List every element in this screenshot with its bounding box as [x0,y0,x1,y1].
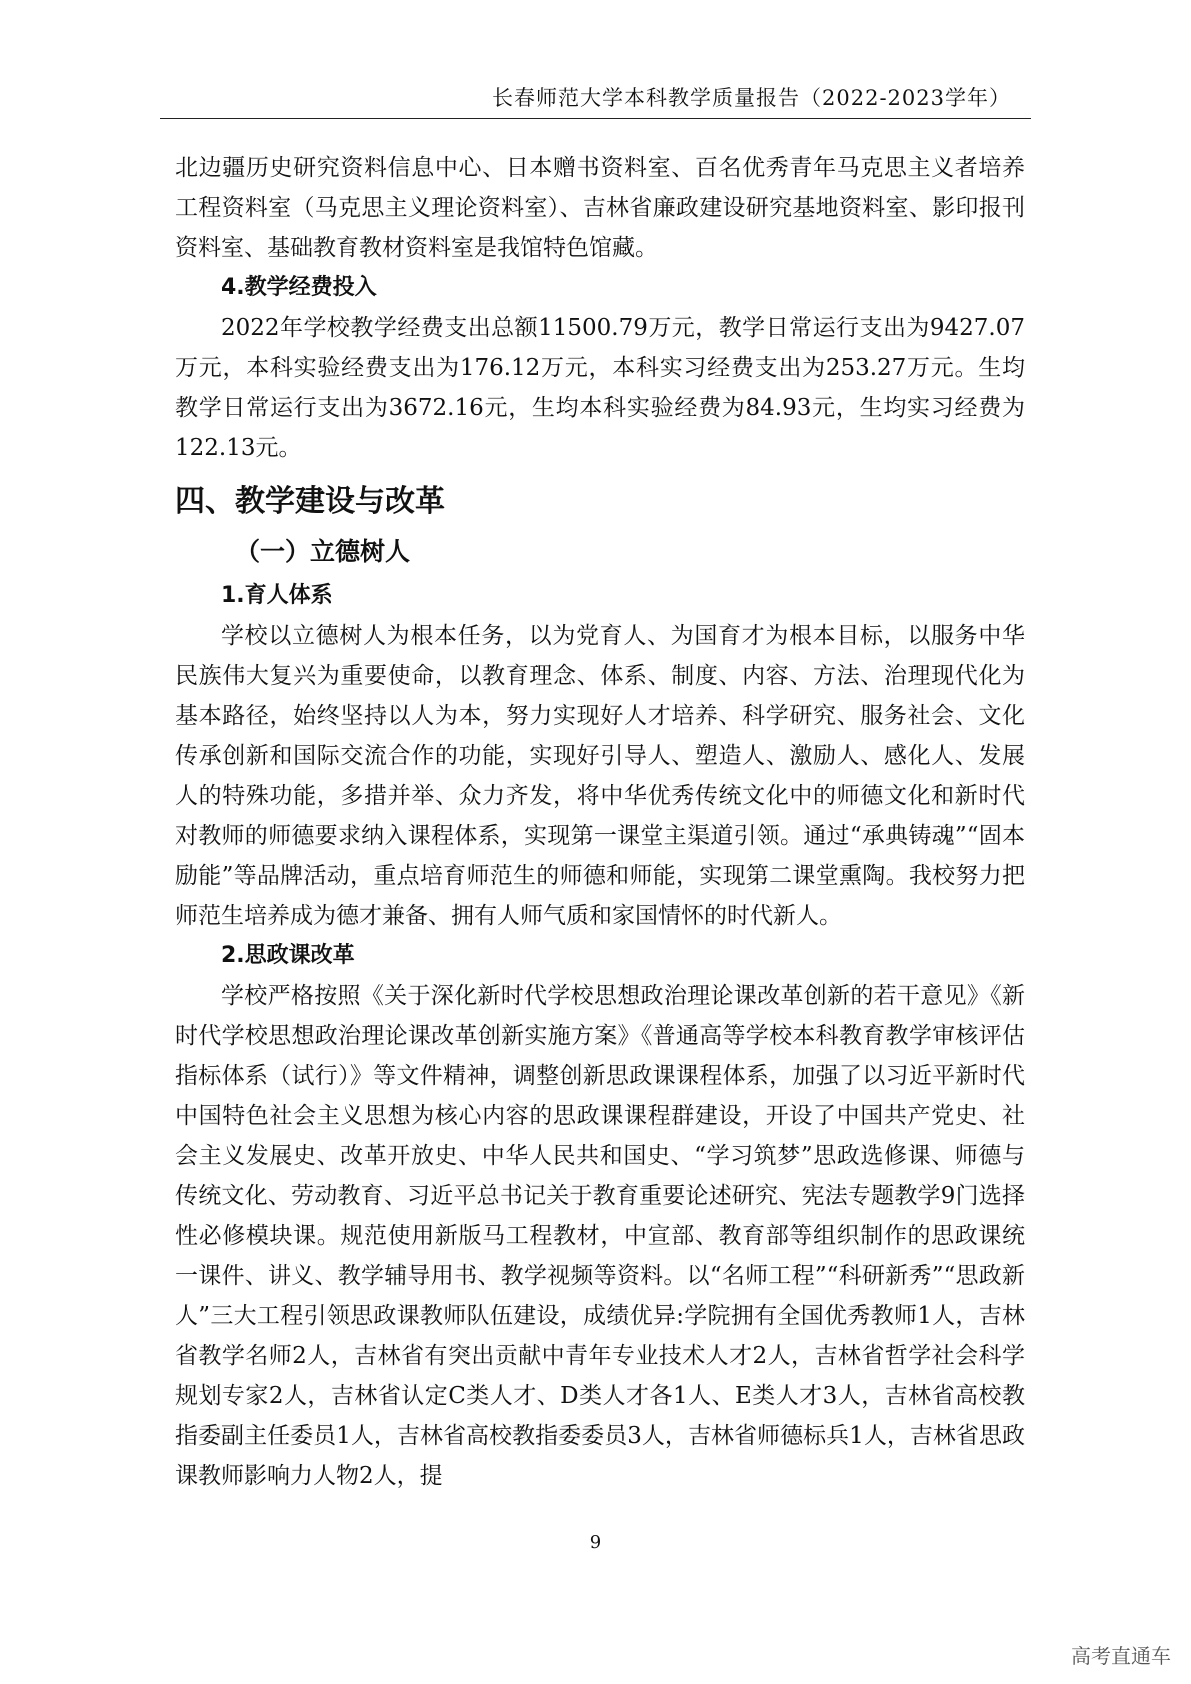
heading-education-system: 1.育人体系 [221,583,333,608]
header-title: 长春师范大学本科教学质量报告（2022-2023学年） [492,86,1011,110]
heading-funding: 4.教学经费投入 [221,275,377,300]
paragraph-ideological-reform: 学校严格按照《关于深化新时代学校思想政治理论课改革创新的若干意见》《新时代学校思想政治理论课改革创新实施方案》《普通高等学校本科教育教学审核评估指标体系（试行）》等文件精神，调整创新思政课课程体系，加强了以习近平新时代中国特色社会主义思想为核心内容的思政课课程群建设，开设了中国共产党史、社会主义发展史、改革开放史、中华人民共和国史、“学习筑梦”思政选修课、师德与传统文化、劳动教育、习近平总书记关于教育重要论述研究、宪法专题教学9门选择性必修模块课。规范使用新版马工程教材，中宣部、教育部等组织制作的思政课统一课件、讲义、教学辅导用书、教学视频等资料。以“名师工程”“科研新秀”“思政新人”三大工程引领思政课教师队伍建设，成绩优异:学院拥有全国优秀教师1人，吉林省教学名师2人，吉林省有突出贡献中青年专业技术人才2人，吉林省哲学社会科学规划专家2人，吉林省认定C类人才、D类人才各1人、E类人才3人，吉林省高校教指委副主任委员1人，吉林省高校教指委委员3人，吉林省师德标兵1人，吉林省思政课教师影响力人物2人，提 [175,983,1025,1489]
heading-section-4: 四、教学建设与改革 [175,484,445,519]
page-content [175,148,1025,1496]
page-number: 9 [589,1532,602,1553]
paragraph-intro: 北边疆历史研究资料信息中心、日本赠书资料室、百名优秀青年马克思主义者培养工程资料室（马克思主义理论资料室）、吉林省廉政建设研究基地资料室、影印报刊资料室、基础教育教材资料室是我馆特色馆藏。 [175,155,1025,261]
heading-sub-1: （一）立德树人 [235,537,411,566]
paragraph-funding: 2022年学校教学经费支出总额11500.79万元，教学日常运行支出为9427.07万元，本科实验经费支出为176.12万元，本科实习经费支出为253.27万元。生均教学日常运行支出为3672.16元，生均本科实验经费为84.93元，生均实习经费为122.13元。 [175,315,1025,461]
watermark: 高考直通车 [1071,1644,1171,1668]
heading-ideological-reform: 2.思政课改革 [221,943,355,968]
header-rule [160,118,1031,119]
paragraph-education-system: 学校以立德树人为根本任务，以为党育人、为国育才为根本目标，以服务中华民族伟大复兴为重要使命，以教育理念、体系、制度、内容、方法、治理现代化为基本路径，始终坚持以人为本，努力实现好人才培养、科学研究、服务社会、文化传承创新和国际交流合作的功能，实现好引导人、塑造人、激励人、感化人、发展人的特殊功能，多措并举、众力齐发，将中华优秀传统文化中的师德文化和新时代对教师的师德要求纳入课程体系，实现第一课堂主渠道引领。通过“承典铸魂”“固本励能”等品牌活动，重点培育师范生的师德和师能，实现第二课堂熏陶。我校努力把师范生培养成为德才兼备、拥有人师气质和家国情怀的时代新人。 [175,623,1025,929]
